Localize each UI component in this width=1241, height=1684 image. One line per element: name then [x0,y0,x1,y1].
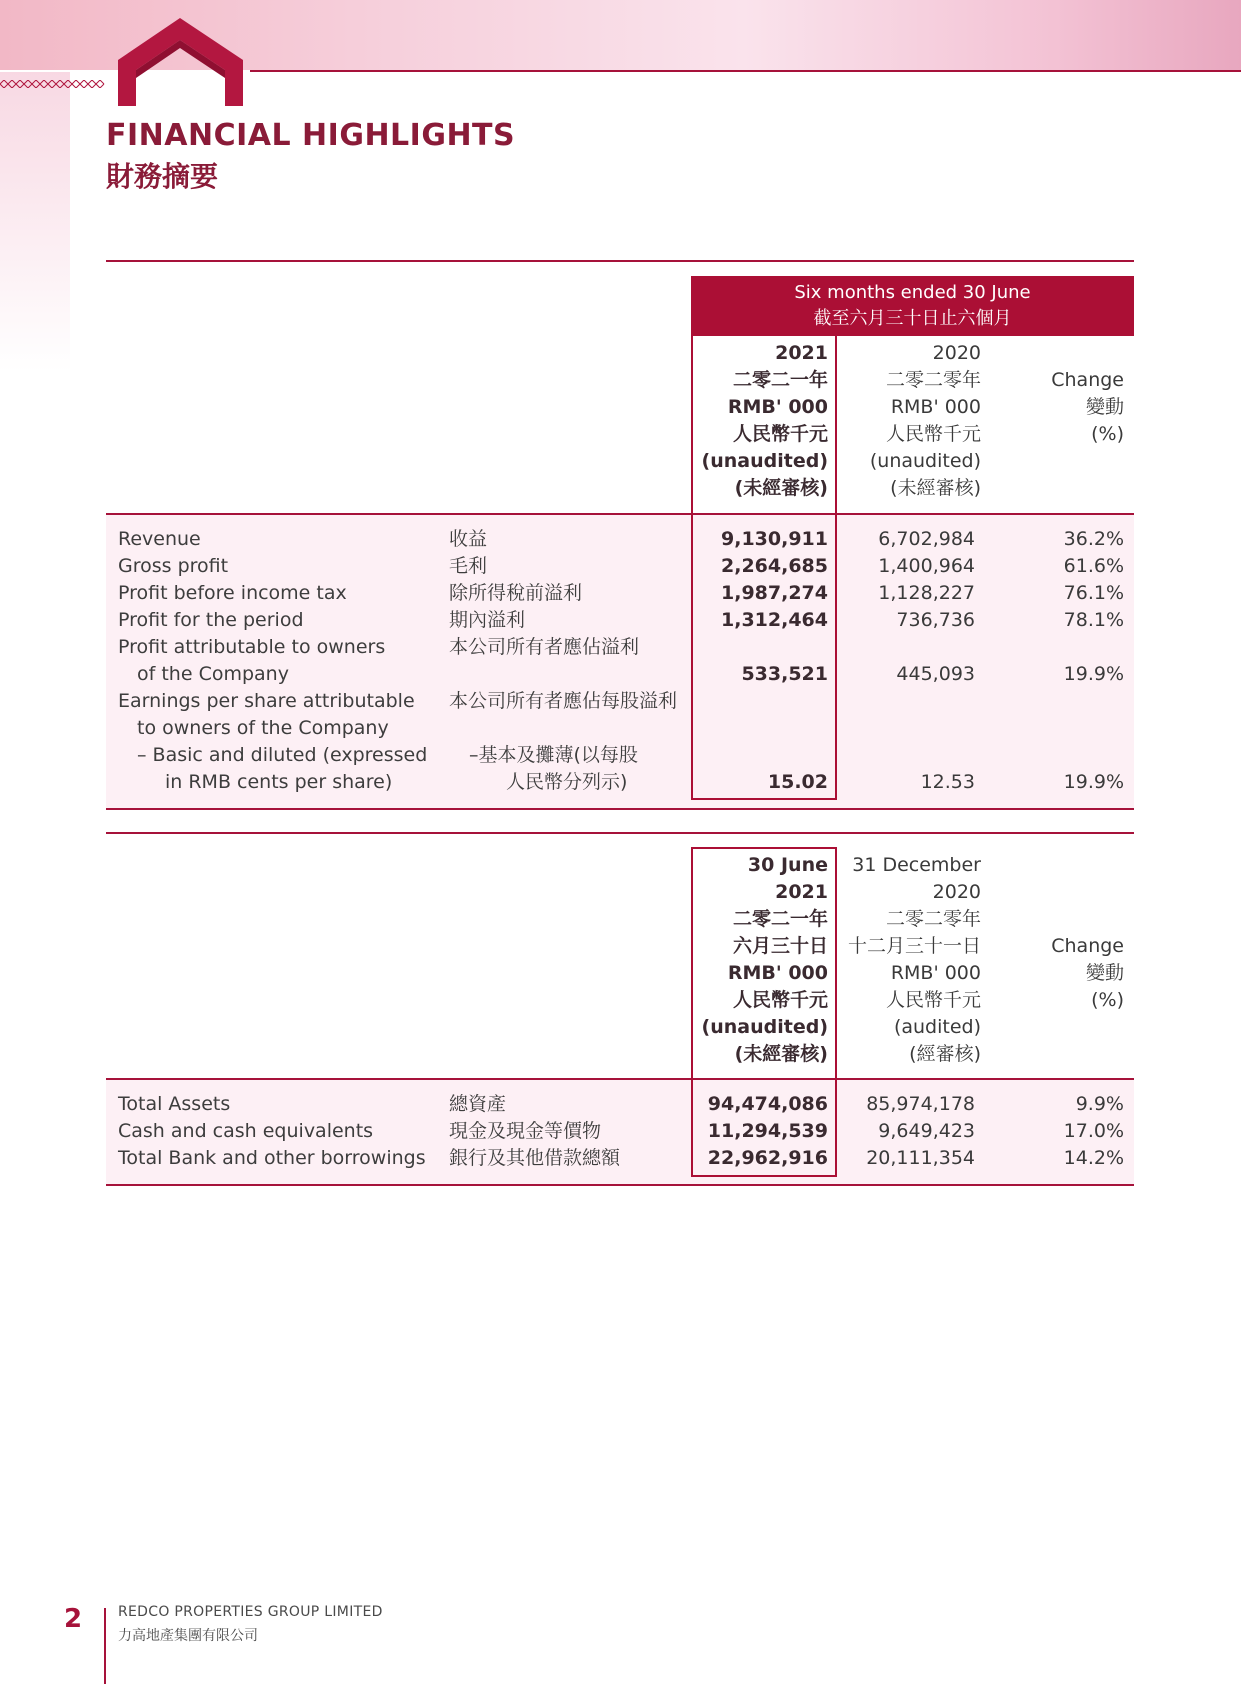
company-name-en: REDCO PROPERTIES GROUP LIMITED [118,1604,383,1620]
side-decoration [0,72,70,372]
value-2020: 1,128,227 [878,582,975,604]
row-label-zh: 銀行及其他借款總額 [449,1147,621,1169]
row-label-en: Earnings per share attributable [118,690,415,712]
value-2021: 9,130,911 [721,528,828,550]
value-change: 78.1% [1063,609,1124,631]
table1-period-header [691,276,1134,336]
value-change: 76.1% [1063,582,1124,604]
t2-col2-line: 2020 [932,881,981,903]
value-2021: 533,521 [741,663,828,685]
row-label-en: Gross profit [118,555,229,577]
value-2020: 9,649,423 [878,1120,975,1142]
value-change: 19.9% [1063,771,1124,793]
value-change: 19.9% [1063,663,1124,685]
t1-col3-line: 變動 [1085,396,1124,418]
t1-col1-line: 二零二一年 [732,369,828,391]
row-label-zh: 總資產 [449,1093,507,1115]
value-2020: 445,093 [896,663,975,685]
value-2021: 1,987,274 [721,582,828,604]
t2-col2-line: 二零二零年 [885,908,981,930]
t2-col2-line: 31 December [852,854,981,876]
row-label-en: Profit before income tax [118,582,347,604]
value-2021: 1,312,464 [721,609,828,631]
t2-col1-line: RMB' 000 [727,962,828,984]
t2-col2-line: (經審核) [909,1043,981,1065]
table1-top-rule [106,260,1134,262]
row-label-zh-cont: 人民幣分列示) [506,771,628,793]
table1-bottom-rule [106,808,1134,810]
page-title-zh: 財務摘要 [106,160,219,193]
value-change: 61.6% [1063,555,1124,577]
t1-col2-line: (未經審核) [890,477,981,499]
t2-col1-line: 二零二一年 [732,908,828,930]
period-label-en: Six months ended 30 June [794,282,1031,303]
table2-bottom-rule [106,1184,1134,1186]
t1-col1-line: RMB' 000 [727,396,828,418]
dots-decoration [0,80,108,88]
t2-col1-line: (unaudited) [701,1016,828,1038]
row-label-zh: 期內溢利 [449,609,526,631]
value-2020: 20,111,354 [866,1147,975,1169]
t1-col2-line: 2020 [932,342,981,364]
value-change: 36.2% [1063,528,1124,550]
value-change: 17.0% [1063,1120,1124,1142]
value-2020: 85,974,178 [866,1093,975,1115]
t2-col2-line: (audited) [893,1016,981,1038]
t2-col1-line: (未經審核) [734,1043,828,1065]
t1-col1-line: (unaudited) [701,450,828,472]
t1-col2-line: RMB' 000 [890,396,981,418]
t2-col3-line: Change [1051,935,1124,957]
row-label-zh: 毛利 [449,555,488,577]
t2-col3-line: (%) [1091,989,1124,1011]
row-label-en-cont: – Basic and diluted (expressed [137,744,428,766]
t1-col1-line: (未經審核) [734,477,828,499]
t2-col3-line: 變動 [1085,962,1124,984]
row-label-zh: 現金及現金等價物 [449,1120,602,1142]
value-change: 9.9% [1075,1093,1124,1115]
table1-header-rule [106,513,1134,515]
t2-col2-line: 十二月三十一日 [847,935,981,957]
page-title: FINANCIAL HIGHLIGHTS [106,118,516,153]
row-label-en: Revenue [118,528,201,550]
t1-col3-line: (%) [1091,423,1124,445]
row-label-en: Total Bank and other borrowings [118,1147,426,1169]
row-label-en: Profit attributable to owners [118,636,386,658]
t1-col1-line: 人民幣千元 [732,423,828,445]
t1-col2-line: (unaudited) [869,450,981,472]
t1-col3-line: Change [1051,369,1124,391]
t1-col2-line: 二零二零年 [885,369,981,391]
value-2020: 1,400,964 [878,555,975,577]
table2-top-rule [106,832,1134,834]
value-2021: 22,962,916 [707,1147,828,1169]
value-2021: 2,264,685 [721,555,828,577]
row-label-zh: 收益 [449,528,488,550]
value-change: 14.2% [1063,1147,1124,1169]
page-number: 2 [64,1604,83,1634]
footer-divider [104,1608,106,1684]
t2-col1-line: 2021 [775,881,828,903]
row-label-zh: 本公司所有者應佔溢利 [449,636,640,658]
period-label-zh: 截至六月三十日止六個月 [813,308,1012,329]
value-2021: 94,474,086 [707,1093,828,1115]
t2-col1-line: 六月三十日 [732,935,828,957]
t2-col2-line: 人民幣千元 [885,989,981,1011]
row-label-en: Profit for the period [118,609,304,631]
table2-header-rule [106,1078,1134,1080]
value-2021: 11,294,539 [707,1120,828,1142]
banner-rule [250,70,1241,72]
house-roof-logo-icon [118,18,243,106]
row-label-zh: 除所得稅前溢利 [449,582,583,604]
row-label-zh: 本公司所有者應佔每股溢利 [449,690,678,712]
value-2020: 736,736 [896,609,975,631]
value-2021: 15.02 [767,771,828,793]
row-label-en-cont: in RMB cents per share) [165,771,393,793]
t1-col2-line: 人民幣千元 [885,423,981,445]
row-label-en-cont: to owners of the Company [137,717,389,739]
row-label-en-cont: of the Company [137,663,289,685]
row-label-en: Total Assets [118,1093,231,1115]
t1-col1-line: 2021 [775,342,828,364]
t2-col1-line: 人民幣千元 [732,989,828,1011]
value-2020: 6,702,984 [878,528,975,550]
row-label-en: Cash and cash equivalents [118,1120,374,1142]
t2-col1-line: 30 June [747,854,828,876]
company-name-zh: 力高地產集團有限公司 [118,1628,258,1644]
value-2020: 12.53 [920,771,975,793]
row-label-zh-cont: –基本及攤薄(以每股 [469,744,638,766]
t2-col2-line: RMB' 000 [890,962,981,984]
